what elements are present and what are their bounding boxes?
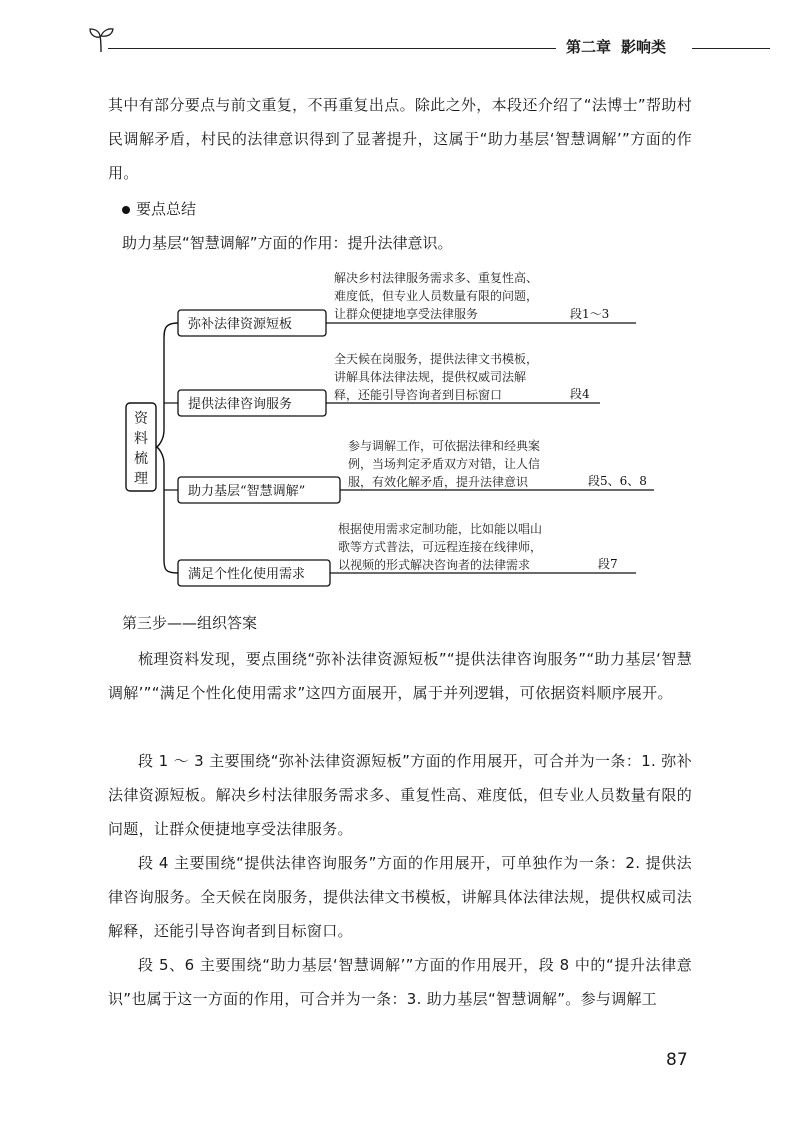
paragraph-point-2: 段 4 主要围绕“提供法律咨询服务”方面的作用展开，可单独作为一条：2. 提供法律咨询服务。全天候在岗服务，提供法律文书模板，讲解具体法律法规，提供权威司法解释，还能引导咨询者到目标窗口。 <box>108 854 692 940</box>
mindmap-detail-line: 服，有效化解矛盾，提升法律意识 <box>348 475 529 489</box>
paragraph-overview: 梳理资料发现，要点围绕“弥补法律资源短板”“提供法律咨询服务”“助力基层‘智慧调解’”“满足个性化使用需求”这四方面展开，属于并列逻辑，可依据资料顺序展开。 <box>108 650 692 702</box>
step-heading: 第三步——组织答案 <box>122 614 258 632</box>
mindmap-detail-line: 让群众便捷地享受法律服务 <box>334 307 479 321</box>
mindmap-branch-label: 提供法律咨询服务 <box>188 397 293 412</box>
mindmap-branch-label: 满足个性化使用需求 <box>188 567 306 582</box>
mindmap-root-char: 料 <box>134 431 148 447</box>
mindmap-detail-line: 讲解具体法律法规，提供权威司法解 <box>334 370 527 384</box>
mindmap-branch-label: 助力基层“智慧调解” <box>188 484 306 499</box>
bullet-heading-text: 要点总结 <box>136 200 197 218</box>
mindmap-bracket <box>156 323 178 573</box>
chapter-section: 影响类 <box>621 38 667 56</box>
paragraph-point-3: 段 5、6 主要围绕“助力基层‘智慧调解’”方面的作用展开，段 8 中的“提升法律意识”也属于这一方面的作用，可合并为一条：3. 助力基层“智慧调解”。参与调解工 <box>108 956 692 1008</box>
mindmap-detail-line: 难度低，但专业人员数量有限的问题， <box>334 289 539 303</box>
mindmap-detail-line: 释，还能引导咨询者到目标窗口 <box>334 388 503 402</box>
mindmap-detail-line: 全天候在岗服务，提供法律文书模板， <box>334 352 539 366</box>
mindmap-detail-line: 以视频的形式解决咨询者的法律需求 <box>338 558 531 572</box>
mindmap-ref: 段5、6、8 <box>588 474 647 488</box>
paragraph-intro: 其中有部分要点与前文重复，不再重复出点。除此之外，本段还介绍了“法博士”帮助村民调解矛盾，村民的法律意识得到了显著提升，这属于“助力基层‘智慧调解’”方面的作用。 <box>108 96 692 182</box>
mindmap-detail-line: 例，当场判定矛盾双方对错，让人信 <box>348 457 541 471</box>
mindmap-detail-line: 歌等方式普法，可远程连接在线律师， <box>338 540 543 554</box>
chapter-number: 第二章 <box>566 38 612 56</box>
mindmap-ref: 段4 <box>570 387 590 401</box>
mindmap-detail-line: 参与调解工作，可依据法律和经典案 <box>348 439 541 453</box>
summary-line: 助力基层“智慧调解”方面的作用：提升法律意识。 <box>122 234 453 252</box>
mindmap-branch-label: 弥补法律资源短板 <box>188 317 293 332</box>
mindmap-root-char: 资 <box>134 411 148 427</box>
mindmap-root-char: 梳 <box>134 451 148 467</box>
paragraph-point-1: 段 1 ～ 3 主要围绕“弥补法律资源短板”方面的作用展开，可合并为一条：1. 弥补法律资源短板。解决乡村法律服务需求多、重复性高、难度低，但专业人员数量有限的问题，让群众便捷地享受法律服务。 <box>108 752 692 838</box>
mindmap-detail-line: 解决乡村法律服务需求多、重复性高、 <box>334 271 539 285</box>
mindmap-ref: 段7 <box>598 557 618 571</box>
page-number: 87 <box>666 1050 688 1070</box>
mindmap-root-char: 理 <box>134 471 148 487</box>
mindmap-detail-line: 根据使用需求定制功能，比如能以唱山 <box>338 522 543 536</box>
mindmap-ref: 段1～3 <box>570 307 610 321</box>
